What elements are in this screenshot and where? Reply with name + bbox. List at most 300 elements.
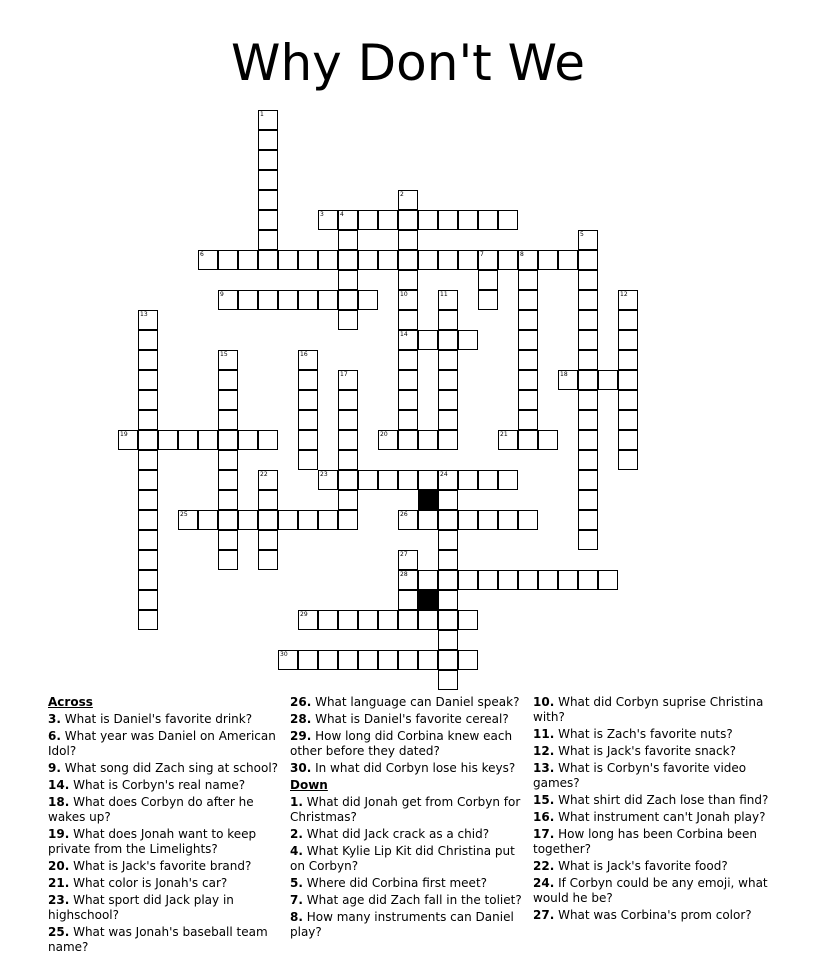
grid-cell[interactable] <box>218 470 238 490</box>
grid-cell[interactable] <box>238 510 258 530</box>
down-clue <box>533 793 773 808</box>
grid-cell[interactable] <box>558 370 578 390</box>
clue-text: What does Jonah want to keep private from the Limelights? <box>48 827 257 856</box>
grid-cell[interactable] <box>478 210 498 230</box>
grid-cell[interactable] <box>258 170 278 190</box>
grid-cell[interactable] <box>218 350 238 370</box>
cell-number: 5 <box>580 231 584 238</box>
grid-cell[interactable] <box>118 430 138 450</box>
grid-cell[interactable] <box>298 450 318 470</box>
grid-cell[interactable] <box>418 210 438 230</box>
down-clue <box>533 876 773 906</box>
clue-number: 22. <box>533 859 555 873</box>
grid-cell[interactable] <box>398 550 418 570</box>
grid-cell[interactable] <box>578 530 598 550</box>
grid-cell[interactable] <box>218 450 238 470</box>
down-clue <box>290 893 526 908</box>
grid-cell[interactable] <box>258 250 278 270</box>
grid-cell[interactable] <box>358 210 378 230</box>
clue-number: 5. <box>290 876 303 890</box>
grid-cell[interactable] <box>518 390 538 410</box>
grid-cell[interactable] <box>518 290 538 310</box>
grid-cell[interactable] <box>618 310 638 330</box>
down-clue <box>533 859 773 874</box>
grid-cell[interactable] <box>218 550 238 570</box>
grid-cell[interactable] <box>578 450 598 470</box>
grid-cell[interactable] <box>378 610 398 630</box>
grid-cell[interactable] <box>138 490 158 510</box>
grid-cell[interactable] <box>538 570 558 590</box>
grid-cell[interactable] <box>138 330 158 350</box>
clue-text: What did Jack crack as a chid? <box>302 827 490 841</box>
grid-cell[interactable] <box>338 270 358 290</box>
grid-cell[interactable] <box>318 510 338 530</box>
grid-cell[interactable] <box>358 290 378 310</box>
grid-cell[interactable] <box>438 530 458 550</box>
grid-cell[interactable] <box>438 650 458 670</box>
grid-cell[interactable] <box>258 530 278 550</box>
cell-number: 4 <box>340 211 344 218</box>
grid-cell[interactable] <box>338 490 358 510</box>
grid-cell[interactable] <box>138 550 158 570</box>
grid-cell[interactable] <box>338 430 358 450</box>
grid-cell[interactable] <box>138 410 158 430</box>
cell-number: 2 <box>400 191 404 198</box>
clue-number: 19. <box>48 827 70 841</box>
cell-number: 14 <box>400 331 408 338</box>
grid-cell[interactable] <box>138 370 158 390</box>
grid-cell[interactable] <box>338 370 358 390</box>
grid-cell[interactable] <box>318 210 338 230</box>
clue-number: 1. <box>290 795 303 809</box>
grid-cell[interactable] <box>438 290 458 310</box>
grid-cell[interactable] <box>398 290 418 310</box>
grid-cell[interactable] <box>218 430 238 450</box>
grid-cell[interactable] <box>578 230 598 250</box>
grid-cell[interactable] <box>518 430 538 450</box>
across-clue <box>48 712 284 727</box>
grid-cell[interactable] <box>298 430 318 450</box>
grid-cell[interactable] <box>198 430 218 450</box>
grid-cell[interactable] <box>258 230 278 250</box>
grid-cell[interactable] <box>438 350 458 370</box>
grid-cell[interactable] <box>298 610 318 630</box>
grid-cell[interactable] <box>438 310 458 330</box>
down-clue <box>533 827 773 857</box>
clue-number: 21. <box>48 876 70 890</box>
grid-cell[interactable] <box>398 230 418 250</box>
grid-cell[interactable] <box>158 430 178 450</box>
grid-cell[interactable] <box>298 410 318 430</box>
grid-cell[interactable] <box>618 450 638 470</box>
grid-cell[interactable] <box>438 210 458 230</box>
grid-cell[interactable] <box>258 470 278 490</box>
clue-text: What shirt did Zach lose than find? <box>554 793 769 807</box>
grid-cell[interactable] <box>358 650 378 670</box>
grid-cell[interactable] <box>518 510 538 530</box>
grid-cell[interactable] <box>518 570 538 590</box>
grid-cell[interactable] <box>338 230 358 250</box>
grid-cell[interactable] <box>338 410 358 430</box>
grid-cell[interactable] <box>618 410 638 430</box>
down-clue <box>533 908 773 923</box>
cell-number: 6 <box>200 251 204 258</box>
grid-cell[interactable] <box>418 570 438 590</box>
grid-cell[interactable] <box>318 250 338 270</box>
grid-cell[interactable] <box>338 450 358 470</box>
grid-cell[interactable] <box>138 570 158 590</box>
grid-cell[interactable] <box>578 410 598 430</box>
grid-cell[interactable] <box>578 430 598 450</box>
grid-cell[interactable] <box>518 370 538 390</box>
grid-cell[interactable] <box>298 250 318 270</box>
clue-number: 7. <box>290 893 303 907</box>
clue-text: What does Corbyn do after he wakes up? <box>48 795 254 824</box>
grid-cell[interactable] <box>478 570 498 590</box>
clue-text: What song did Zach sing at school? <box>60 761 279 775</box>
cell-number: 26 <box>400 511 408 518</box>
grid-cell[interactable] <box>258 110 278 130</box>
grid-cell[interactable] <box>498 570 518 590</box>
grid-cell[interactable] <box>338 650 358 670</box>
grid-cell[interactable] <box>218 490 238 510</box>
grid-cell[interactable] <box>318 470 338 490</box>
grid-cell[interactable] <box>398 570 418 590</box>
grid-cell[interactable] <box>518 330 538 350</box>
grid-cell[interactable] <box>198 510 218 530</box>
grid-cell[interactable] <box>338 210 358 230</box>
grid-cell[interactable] <box>578 570 598 590</box>
grid-cell[interactable] <box>398 510 418 530</box>
grid-cell[interactable] <box>398 470 418 490</box>
grid-cell[interactable] <box>498 470 518 490</box>
grid-cell[interactable] <box>318 610 338 630</box>
grid-cell[interactable] <box>578 510 598 530</box>
grid-cell[interactable] <box>458 650 478 670</box>
grid-cell[interactable] <box>338 470 358 490</box>
grid-cell[interactable] <box>438 410 458 430</box>
cell-number: 13 <box>140 311 148 318</box>
grid-cell[interactable] <box>398 330 418 350</box>
grid-cell[interactable] <box>218 410 238 430</box>
across-clue <box>48 925 284 955</box>
clue-text: What color is Jonah's car? <box>69 876 228 890</box>
cell-number: 25 <box>180 511 188 518</box>
cell-number: 24 <box>440 471 448 478</box>
down-clue <box>290 827 526 842</box>
grid-cell[interactable] <box>338 250 358 270</box>
grid-cell[interactable] <box>418 610 438 630</box>
across-clue <box>48 729 284 759</box>
grid-cell[interactable] <box>418 430 438 450</box>
grid-cell[interactable] <box>438 670 458 690</box>
grid-cell[interactable] <box>298 350 318 370</box>
clue-number: 13. <box>533 761 555 775</box>
clue-number: 10. <box>533 695 555 709</box>
grid-cell[interactable] <box>298 290 318 310</box>
clue-text: What instrument can't Jonah play? <box>554 810 766 824</box>
grid-cell[interactable] <box>298 370 318 390</box>
grid-cell[interactable] <box>138 510 158 530</box>
grid-cell[interactable] <box>298 650 318 670</box>
grid-cell[interactable] <box>398 610 418 630</box>
clue-column-3 <box>533 693 773 923</box>
grid-cell[interactable] <box>578 330 598 350</box>
grid-cell[interactable] <box>358 610 378 630</box>
grid-cell[interactable] <box>438 370 458 390</box>
grid-cell[interactable] <box>358 250 378 270</box>
grid-cell[interactable] <box>218 290 238 310</box>
cell-number: 3 <box>320 211 324 218</box>
grid-cell[interactable] <box>258 510 278 530</box>
grid-cell[interactable] <box>138 450 158 470</box>
clue-text: What is Corbyn's real name? <box>69 778 246 792</box>
clue-number: 17. <box>533 827 555 841</box>
grid-cell[interactable] <box>278 250 298 270</box>
across-clue <box>48 859 284 874</box>
grid-cell[interactable] <box>438 390 458 410</box>
clue-number: 11. <box>533 727 555 741</box>
grid-cell[interactable] <box>578 270 598 290</box>
grid-cell[interactable] <box>478 270 498 290</box>
grid-cell[interactable] <box>178 430 198 450</box>
grid-cell[interactable] <box>498 210 518 230</box>
grid-cell[interactable] <box>258 210 278 230</box>
clue-column-1 <box>48 693 284 955</box>
grid-cell[interactable] <box>398 350 418 370</box>
grid-cell[interactable] <box>218 370 238 390</box>
grid-cell[interactable] <box>258 150 278 170</box>
grid-cell[interactable] <box>618 350 638 370</box>
grid-cell[interactable] <box>578 490 598 510</box>
grid-cell[interactable] <box>618 430 638 450</box>
grid-cell[interactable] <box>478 290 498 310</box>
grid-cell[interactable] <box>138 530 158 550</box>
grid-cell[interactable] <box>278 290 298 310</box>
grid-cell[interactable] <box>138 590 158 610</box>
grid-cell[interactable] <box>438 550 458 570</box>
clue-column-2 <box>290 693 526 940</box>
clue-text: What Kylie Lip Kit did Christina put on Corbyn? <box>290 844 515 873</box>
down-heading: Down <box>290 778 328 792</box>
grid-cell[interactable] <box>438 490 458 510</box>
grid-cell[interactable] <box>278 510 298 530</box>
grid-cell[interactable] <box>358 470 378 490</box>
grid-cell[interactable] <box>578 470 598 490</box>
clue-number: 16. <box>533 810 555 824</box>
grid-cell[interactable] <box>278 650 298 670</box>
grid-cell[interactable] <box>478 470 498 490</box>
down-clue <box>290 910 526 940</box>
grid-cell[interactable] <box>398 190 418 210</box>
puzzle-title: Why Don't We <box>231 34 585 92</box>
clue-number: 9. <box>48 761 61 775</box>
grid-cell[interactable] <box>218 530 238 550</box>
grid-cell[interactable] <box>558 570 578 590</box>
grid-cell[interactable] <box>458 210 478 230</box>
grid-cell[interactable] <box>518 350 538 370</box>
clue-text: What is Daniel's favorite cereal? <box>311 712 509 726</box>
clue-text: In what did Corbyn lose his keys? <box>311 761 516 775</box>
grid-cell[interactable] <box>578 390 598 410</box>
across-clue <box>290 761 526 776</box>
grid-cell[interactable] <box>138 350 158 370</box>
grid-cell[interactable] <box>478 510 498 530</box>
clue-number: 23. <box>48 893 70 907</box>
grid-cell[interactable] <box>258 130 278 150</box>
grid-cell[interactable] <box>338 290 358 310</box>
grid-cell[interactable] <box>318 650 338 670</box>
clue-number: 8. <box>290 910 303 924</box>
grid-cell[interactable] <box>538 250 558 270</box>
grid-cell[interactable] <box>558 250 578 270</box>
grid-cell[interactable] <box>418 510 438 530</box>
down-clue <box>533 744 773 759</box>
grid-cell[interactable] <box>538 430 558 450</box>
clue-text: What did Jonah get from Corbyn for Christmas? <box>290 795 521 824</box>
cell-number: 7 <box>480 251 484 258</box>
grid-cell[interactable] <box>498 430 518 450</box>
grid-cell[interactable] <box>378 250 398 270</box>
clue-number: 4. <box>290 844 303 858</box>
grid-cell[interactable] <box>378 650 398 670</box>
grid-cell[interactable] <box>178 510 198 530</box>
clue-number: 28. <box>290 712 312 726</box>
grid-cell[interactable] <box>198 250 218 270</box>
cell-number: 27 <box>400 551 408 558</box>
grid-cell[interactable] <box>458 610 478 630</box>
grid-cell[interactable] <box>438 510 458 530</box>
grid-cell[interactable] <box>398 370 418 390</box>
clue-number: 6. <box>48 729 61 743</box>
grid-cell[interactable] <box>398 430 418 450</box>
grid-cell[interactable] <box>478 250 498 270</box>
grid-cell[interactable] <box>458 470 478 490</box>
grid-cell[interactable] <box>438 570 458 590</box>
grid-cell[interactable] <box>338 310 358 330</box>
grid-cell[interactable] <box>418 470 438 490</box>
grid-cell[interactable] <box>298 510 318 530</box>
clue-text: What is Jack's favorite brand? <box>69 859 252 873</box>
grid-cell[interactable] <box>518 410 538 430</box>
grid-cell[interactable] <box>458 510 478 530</box>
grid-cell[interactable] <box>598 370 618 390</box>
grid-cell[interactable] <box>578 310 598 330</box>
grid-cell[interactable] <box>258 190 278 210</box>
grid-cell[interactable] <box>398 210 418 230</box>
grid-cell[interactable] <box>618 370 638 390</box>
grid-cell[interactable] <box>398 310 418 330</box>
grid-cell[interactable] <box>618 290 638 310</box>
grid-cell[interactable] <box>338 610 358 630</box>
grid-cell[interactable] <box>458 250 478 270</box>
grid-cell[interactable] <box>438 630 458 650</box>
grid-cell[interactable] <box>238 290 258 310</box>
grid-cell[interactable] <box>458 330 478 350</box>
grid-cell[interactable] <box>598 570 618 590</box>
down-clue <box>290 795 526 825</box>
grid-cell[interactable] <box>418 650 438 670</box>
clue-text: How long has been Corbina been together? <box>533 827 757 856</box>
grid-cell[interactable] <box>578 250 598 270</box>
grid-cell[interactable] <box>518 270 538 290</box>
grid-cell[interactable] <box>258 490 278 510</box>
clue-text: What was Jonah's baseball team name? <box>48 925 268 954</box>
grid-cell[interactable] <box>238 250 258 270</box>
grid-cell[interactable] <box>138 310 158 330</box>
grid-cell[interactable] <box>578 370 598 390</box>
cell-number: 8 <box>520 251 524 258</box>
across-heading: Across <box>48 695 93 709</box>
grid-cell[interactable] <box>578 350 598 370</box>
grid-cell[interactable] <box>398 270 418 290</box>
grid-cell[interactable] <box>398 250 418 270</box>
grid-cell[interactable] <box>298 390 318 410</box>
grid-cell[interactable] <box>218 250 238 270</box>
grid-cell[interactable] <box>458 570 478 590</box>
clue-number: 30. <box>290 761 312 775</box>
cell-number: 10 <box>400 291 408 298</box>
grid-cell[interactable] <box>398 650 418 670</box>
grid-cell[interactable] <box>618 390 638 410</box>
grid-cell[interactable] <box>438 590 458 610</box>
grid-cell[interactable] <box>498 250 518 270</box>
grid-cell[interactable] <box>258 430 278 450</box>
cell-number: 19 <box>120 431 128 438</box>
grid-cell[interactable] <box>138 470 158 490</box>
clue-text: What language can Daniel speak? <box>311 695 520 709</box>
grid-cell[interactable] <box>438 430 458 450</box>
grid-cell[interactable] <box>418 330 438 350</box>
grid-cell[interactable] <box>138 430 158 450</box>
grid-cell[interactable] <box>438 330 458 350</box>
grid-cell[interactable] <box>338 390 358 410</box>
grid-cell[interactable] <box>218 390 238 410</box>
grid-cell[interactable] <box>578 290 598 310</box>
grid-cell[interactable] <box>398 590 418 610</box>
clue-text: What age did Zach fall in the toliet? <box>302 893 522 907</box>
grid-cell[interactable] <box>378 470 398 490</box>
across-clue <box>48 778 284 793</box>
grid-cell[interactable] <box>438 470 458 490</box>
grid-cell[interactable] <box>418 250 438 270</box>
grid-cell[interactable] <box>618 330 638 350</box>
grid-cell[interactable] <box>338 510 358 530</box>
grid-cell[interactable] <box>258 550 278 570</box>
grid-cell[interactable] <box>518 250 538 270</box>
grid-cell[interactable] <box>398 390 418 410</box>
grid-cell[interactable] <box>518 310 538 330</box>
grid-cell[interactable] <box>378 430 398 450</box>
grid-cell[interactable] <box>218 510 238 530</box>
cell-number: 21 <box>500 431 508 438</box>
black-square <box>418 490 438 510</box>
grid-cell[interactable] <box>238 430 258 450</box>
grid-cell[interactable] <box>258 290 278 310</box>
grid-cell[interactable] <box>398 410 418 430</box>
grid-cell[interactable] <box>438 610 458 630</box>
across-clue <box>48 761 284 776</box>
clue-number: 18. <box>48 795 70 809</box>
clue-text: What is Corbyn's favorite video games? <box>533 761 747 790</box>
grid-cell[interactable] <box>138 390 158 410</box>
grid-cell[interactable] <box>378 210 398 230</box>
grid-cell[interactable] <box>498 510 518 530</box>
grid-cell[interactable] <box>318 290 338 310</box>
grid-cell[interactable] <box>438 250 458 270</box>
grid-cell[interactable] <box>138 610 158 630</box>
down-clue <box>290 844 526 874</box>
